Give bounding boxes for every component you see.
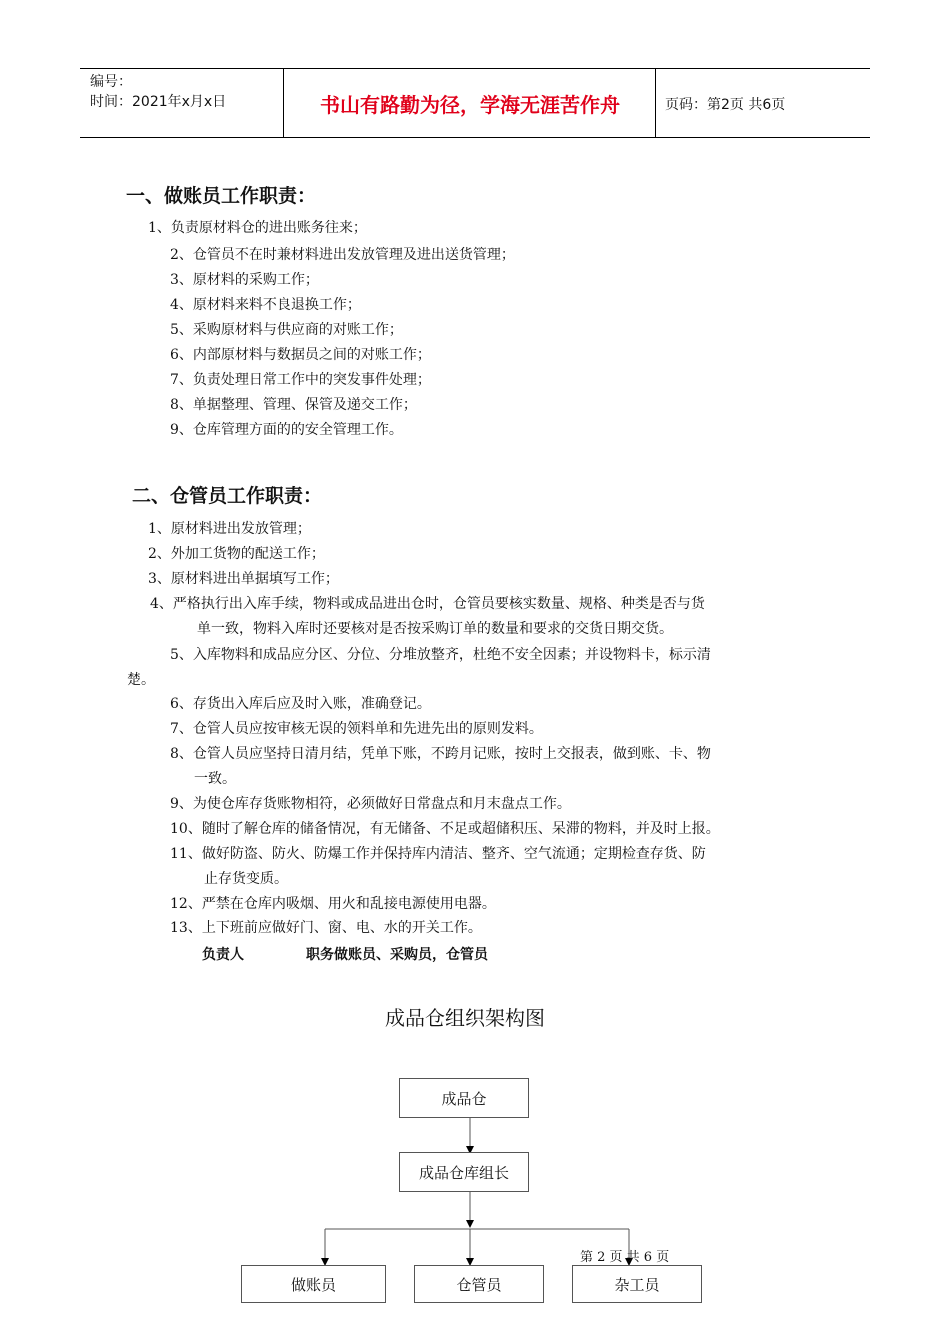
list-item: 2、仓管员不在时兼材料进出发放管理及进出送货管理； [170, 247, 515, 263]
list-item: 11、做好防盗、防火、防爆工作并保持库内清洁、整齐、空气流通；定期检查存货、防 [170, 846, 706, 862]
list-item-continuation: 楚。 [127, 672, 155, 688]
list-item: 12、严禁在仓库内吸烟、用火和乱接电源使用电器。 [170, 896, 496, 912]
header-motto: 书山有路勤为径，学海无涯苦作舟 [320, 93, 620, 117]
list-item-continuation: 单一致，物料入库时还要核对是否按采购订单的数量和要求的交货日期交货。 [197, 621, 673, 637]
list-item: 5、采购原材料与供应商的对账工作； [170, 322, 403, 338]
org-node-finished-goods-warehouse: 成品仓 [399, 1078, 529, 1118]
list-item: 13、上下班前应做好门、窗、电、水的开关工作。 [170, 920, 482, 936]
list-item: 6、内部原材料与数据员之间的对账工作； [170, 347, 431, 363]
list-item: 8、单据整理、管理、保管及递交工作； [170, 397, 417, 413]
list-item: 5、入库物料和成品应分区、分位、分堆放整齐，杜绝不安全因素；并设物料卡，标示清 [170, 647, 711, 663]
section-title-bookkeeper: 一、做账员工作职责： [126, 185, 317, 207]
signature-person-label: 负责人 [202, 947, 244, 963]
document-time-label: 时间：2021年x月x日 [90, 94, 227, 110]
list-item: 10、随时了解仓库的储备情况，有无储备、不足或超储积压、呆滞的物料，并及时上报。 [170, 821, 720, 837]
org-node-warehouse-team-leader: 成品仓库组长 [399, 1152, 529, 1192]
header-page-label: 页码：第2页 共6页 [665, 97, 786, 113]
footer-page-number: 第 2 页 共 6 页 [580, 1250, 670, 1265]
org-node-warehouse-keeper: 仓管员 [414, 1265, 544, 1303]
list-item: 1、原材料进出发放管理； [148, 521, 311, 537]
list-item: 6、存货出入库后应及时入账，准确登记。 [170, 696, 431, 712]
org-node-handyman: 杂工员 [572, 1265, 702, 1303]
document-number-label: 编号： [90, 74, 132, 90]
list-item: 2、外加工货物的配送工作； [148, 546, 325, 562]
list-item: 7、仓管人员应按审核无误的领料单和先进先出的原则发料。 [170, 721, 543, 737]
list-item: 4、严格执行出入库手续，物料或成品进出仓时，仓管员要核实数量、规格、种类是否与货 [150, 596, 705, 612]
list-item: 4、原材料来料不良退换工作； [170, 297, 361, 313]
list-item-continuation: 一致。 [194, 771, 236, 787]
list-item: 1、负责原材料仓的进出账务往来； [148, 220, 367, 236]
list-item: 3、原材料的采购工作； [170, 272, 319, 288]
org-chart-title: 成品仓组织架构图 [385, 1006, 545, 1030]
list-item-continuation: 止存货变质。 [204, 871, 288, 887]
list-item: 3、原材料进出单据填写工作； [148, 571, 339, 587]
section-title-warehouse-keeper: 二、仓管员工作职责： [132, 485, 323, 507]
signature-duty-label: 职务做账员、采购员，仓管员 [306, 947, 488, 963]
org-node-bookkeeper: 做账员 [241, 1265, 386, 1303]
list-item: 7、负责处理日常工作中的突发事件处理； [170, 372, 431, 388]
list-item: 9、仓库管理方面的的安全管理工作。 [170, 422, 403, 438]
list-item: 9、为使仓库存货账物相符，必须做好日常盘点和月末盘点工作。 [170, 796, 571, 812]
list-item: 8、仓管人员应坚持日清月结，凭单下账，不跨月记账，按时上交报表，做到账、卡、物 [170, 746, 711, 762]
